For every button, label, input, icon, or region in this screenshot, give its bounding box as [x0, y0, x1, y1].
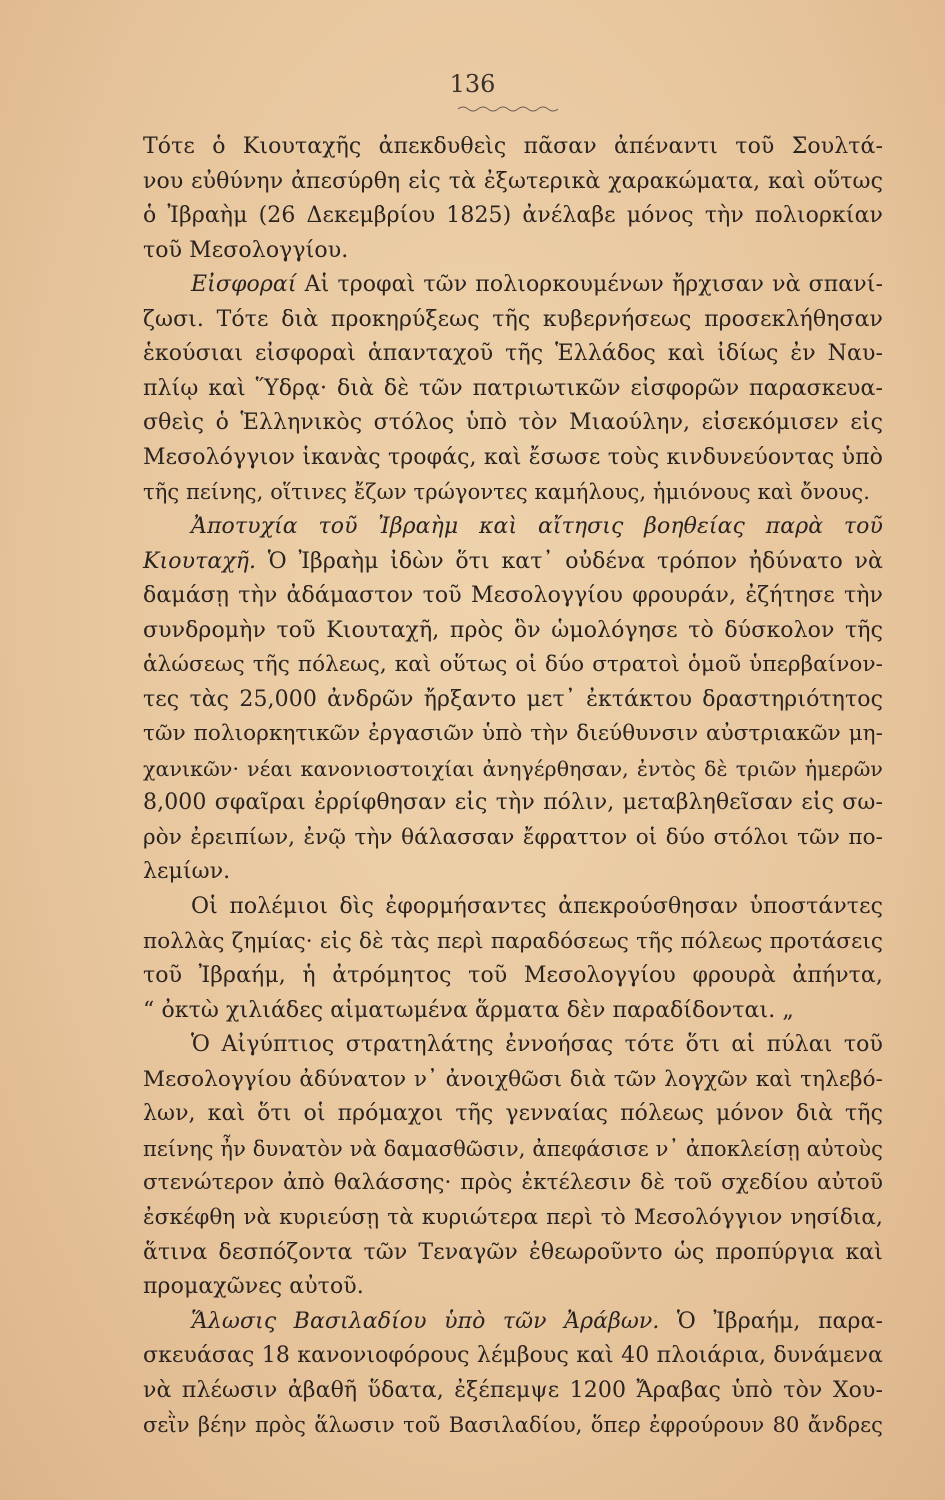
text-line: στενώτερον ἀπὸ θαλάσσης· πρὸς ἐκτέλεσιν δὲ τοῦ σχεδίου αὐτοῦ	[143, 1170, 883, 1196]
text-line: συνδρομὴν τοῦ Κιουταχῆ, πρὸς ὃν ὡμολόγησε τὸ δύσκολον τῆς	[143, 617, 883, 643]
text-line: ἅτινα δεσπόζοντα τῶν Τεναγῶν ἐθεωροῦντο ὡς προπύργια καὶ	[143, 1239, 883, 1265]
text-line: λεμίων.	[143, 859, 231, 885]
text-line: χανικῶν· νέαι κανονιοστοιχίαι ἀνηγέρθησαν, ἐντὸς δὲ τριῶν ἡμερῶν	[143, 756, 883, 781]
text-line: ὁ Ἰβραὴμ (26 Δεκεμβρίου 1825) ἀνέλαβε μόνος τὴν πολιορκίαν	[143, 203, 883, 229]
text-line: Μεσολόγγιον ἱκανὰς τροφάς, καὶ ἔσωσε τοὺς κινδυνεύοντας ὑπὸ	[143, 444, 883, 470]
text-line: Μεσολογγίου ἀδύνατον ν᾽ ἀνοιχθῶσι διὰ τῶν λογχῶν καὶ τηλεβό-	[143, 1066, 883, 1092]
text-line: σκευάσας 18 κανονιοφόρους λέμβους καὶ 40 πλοιάρια, δυνάμενα	[143, 1343, 883, 1369]
text-line: ζωσι. Τότε διὰ προκηρύξεως τῆς κυβερνήσεως προσεκλήθησαν	[143, 306, 883, 332]
text-line: ἑκούσιαι εἰσφοραὶ ἁπανταχοῦ τῆς Ἑλλάδος καὶ ἰδίως ἐν Ναυ-	[143, 341, 883, 367]
text-line: τοῦ Μεσολογγίου.	[143, 237, 349, 263]
side-heading: Εἰσφοραί	[191, 272, 297, 298]
body-text	[143, 130, 883, 1443]
decorative-wavy-rule	[458, 104, 558, 114]
text-line	[143, 510, 883, 545]
text-line: τῶν πολιορκητικῶν ἐργασιῶν ὑπὸ τὴν διεύθυνσιν αὐστριακῶν μη-	[143, 721, 883, 747]
text-line: τῆς πείνης, οἵτινες ἔζων τρώγοντες καμήλους, ἡμιόνους καὶ ὄνους.	[143, 480, 870, 505]
text-line: πολλὰς ζημίας· εἰς δὲ τὰς περὶ παραδόσεως τῆς πόλεως προτάσεις	[143, 928, 883, 954]
text-line: δαμάσῃ τὴν ἀδάμαστον τοῦ Μεσολογγίου φρουράν, ἐζήτησε τὴν	[143, 583, 883, 609]
text-line: τοῦ Ἰβραήμ, ἡ ἀτρόμητος τοῦ Μεσολογγίου φρουρὰ ἀπήντα,	[143, 963, 883, 989]
text-line: ἁλώσεως τῆς πόλεως, καὶ οὕτως οἱ δύο στρατοὶ ὁμοῦ ὑπερβαίνον-	[143, 652, 883, 678]
text-line: τες τὰς 25,000 ἀνδρῶν ἤρξαντο μετ᾽ ἐκτάκτου δραστηριότητος	[143, 686, 883, 712]
text-line: Οἱ πολέμιοι δὶς ἐφορμήσαντες ἀπεκρούσθησαν ὑποστάντες	[191, 894, 883, 920]
side-heading: Ἅλωσις Βασιλαδίου ὑπὸ τῶν Ἀράβων.	[191, 1308, 660, 1334]
text-line: Τότε ὁ Κιουταχῆς ἀπεκδυθεὶς πᾶσαν ἀπέναντι τοῦ Σουλτά-	[143, 134, 883, 159]
text-line: πείνης ἦν δυνατὸν νὰ δαμασθῶσιν, ἀπεφάσισε ν᾽ ἀποκλείσῃ αὐτοὺς	[143, 1136, 883, 1161]
text-line: Ἅλωσις Βασιλαδίου ὑπὸ τῶν Ἀράβων. Ὁ Ἰβραήμ, παρα-	[191, 1308, 883, 1334]
text-line: ρὸν ἐρειπίων, ἐνῷ τὴν θάλασσαν ἔφραττον οἱ δύο στόλοι τῶν πο-	[143, 824, 883, 850]
text-line: “ ὀκτὼ χιλιάδες αἱματωμένα ἅρματα δὲν παραδίδονται. „	[143, 997, 794, 1023]
text-line: ἐσκέφθη νὰ κυριεύσῃ τὰ κυριώτερα περὶ τὸ Μεσολόγγιον νησίδια,	[143, 1204, 883, 1230]
text-line: νὰ πλέωσιν ἀβαθῆ ὕδατα, ἐξέπεμψε 1200 Ἄραβας ὑπὸ τὸν Χου-	[143, 1377, 883, 1403]
text-line: σεῒν βέην πρὸς ἅλωσιν τοῦ Βασιλαδίου, ὅπερ ἐφρούρουν 80 ἄνδρες	[143, 1413, 883, 1438]
text-line: προμαχῶνες αὐτοῦ.	[143, 1274, 364, 1300]
side-heading: Ἀποτυχία τοῦ Ἰβραὴμ καὶ αἴτησις βοηθείας παρὰ τοῦ	[191, 514, 883, 540]
text-line: Κιουταχῆ. Ὁ Ἰβραὴμ ἰδὼν ὅτι κατ᾽ οὐδένα τρόπον ἠδύνατο νὰ	[143, 548, 883, 574]
text-line: νου εὐθύνην ἀπεσύρθη εἰς τὰ ἐξωτερικὰ χαρακώματα, καὶ οὕτως	[143, 168, 883, 194]
page-number: 136	[449, 70, 496, 98]
text-line: λων, καὶ ὅτι οἱ πρόμαχοι τῆς γενναίας πόλεως μόνον διὰ τῆς	[143, 1101, 883, 1127]
text-line: πλίῳ καὶ Ὕδρᾳ· διὰ δὲ τῶν πατριωτικῶν εἰσφορῶν παρασκευα-	[143, 375, 883, 401]
text-line: Ὁ Αἰγύπτιος στρατηλάτης ἐννοήσας τότε ὅτι αἱ πύλαι τοῦ	[191, 1032, 883, 1058]
text-line: σθεὶς ὁ Ἑλληνικὸς στόλος ὑπὸ τὸν Μιαούλην, εἰσεκόμισεν εἰς	[143, 410, 883, 436]
text-line: Εἰσφοραί Αἱ τροφαὶ τῶν πολιορκουμένων ἤρχισαν νὰ σπανί-	[191, 272, 883, 298]
side-heading: Κιουταχῆ.	[143, 548, 257, 574]
text-line: 8,000 σφαῖραι ἐρρίφθησαν εἰς τὴν πόλιν, μεταβληθεῖσαν εἰς σω-	[143, 790, 883, 816]
